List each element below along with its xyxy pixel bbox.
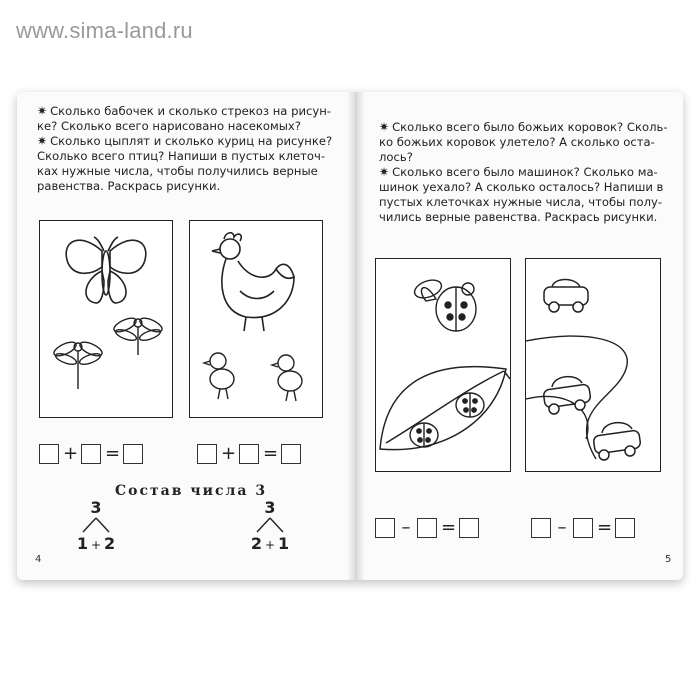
right-task-2: ✷ Сколько всего было машинок? Сколько ма-шинок уехало? А сколько осталось? Напиши в пустых клеточках нужные числа, чтобы полу-чились верные равенства. Раскрась рисунки. — [379, 165, 664, 224]
answer-box[interactable] — [281, 444, 301, 464]
chick-icon — [204, 353, 234, 399]
ladybug-icon — [410, 423, 438, 447]
composition-parts: 1 + 2 — [76, 534, 116, 553]
left-page — [17, 92, 347, 580]
birds-illustration — [190, 221, 322, 417]
page-number: 4 — [35, 554, 42, 565]
answer-box[interactable] — [375, 518, 395, 538]
left-page-task-text — [37, 104, 337, 194]
equals-sign: = — [441, 517, 457, 538]
cars-illustration — [526, 259, 660, 471]
composition-total: 3 — [90, 498, 102, 517]
insects-illustration — [40, 221, 172, 417]
equals-sign: = — [263, 443, 279, 464]
insects-equation — [39, 444, 143, 464]
road-icon — [526, 336, 627, 459]
chick-icon — [272, 355, 302, 401]
answer-box[interactable] — [197, 444, 217, 464]
star-bullet-icon: ✷ — [379, 120, 390, 134]
minus-sign: – — [557, 517, 567, 538]
cars-equation — [531, 518, 635, 538]
cars-picture-frame — [525, 258, 661, 472]
left-task-2: ✷ Сколько цыплят и сколько куриц на рисунке? Сколько всего птиц? Напиши в пустых клеточ-ках нужные числа, чтобы получились верные равенства. Раскрась рисунки. — [37, 134, 333, 193]
left-task-1: ✷ Сколько бабочек и сколько стрекоз на рисун-ке? Сколько всего нарисовано насекомых? — [37, 104, 331, 133]
answer-box[interactable] — [39, 444, 59, 464]
minus-sign: – — [401, 517, 411, 538]
insects-picture-frame — [39, 220, 173, 418]
equals-sign: = — [105, 443, 121, 464]
car-icon — [593, 423, 641, 460]
page-number: 5 — [665, 554, 672, 565]
composition-parts: 2 + 1 — [250, 534, 290, 553]
ladybug-icon — [412, 277, 476, 331]
answer-box[interactable] — [417, 518, 437, 538]
equals-sign: = — [597, 517, 613, 538]
right-page-task-text — [379, 120, 675, 225]
plus-sign: + — [221, 443, 237, 464]
birds-equation — [197, 444, 301, 464]
answer-box[interactable] — [239, 444, 259, 464]
number-composition-2 — [235, 498, 305, 558]
ladybugs-illustration — [376, 259, 510, 471]
open-workbook — [17, 92, 683, 580]
answer-box[interactable] — [123, 444, 143, 464]
star-bullet-icon: ✷ — [37, 134, 48, 148]
watermark: www.sima-land.ru — [16, 18, 193, 43]
ladybugs-equation — [375, 518, 479, 538]
birds-picture-frame — [189, 220, 323, 418]
car-icon — [543, 377, 591, 414]
plus-sign: + — [63, 443, 79, 464]
answer-box[interactable] — [615, 518, 635, 538]
composition-total: 3 — [264, 498, 276, 517]
right-page — [365, 92, 683, 580]
star-bullet-icon: ✷ — [379, 165, 390, 179]
dragonfly-icon — [112, 315, 164, 355]
right-task-1: ✷ Сколько всего было божьих коровок? Сколь-ко божьих коровок улетело? А сколько оста-лось? — [379, 120, 668, 164]
answer-box[interactable] — [573, 518, 593, 538]
star-bullet-icon: ✷ — [37, 104, 48, 118]
hen-icon — [212, 233, 294, 331]
book-spine — [347, 92, 365, 580]
answer-box[interactable] — [459, 518, 479, 538]
car-icon — [544, 280, 588, 313]
number-composition-1 — [61, 498, 131, 558]
ladybugs-picture-frame — [375, 258, 511, 472]
ladybug-icon — [456, 393, 484, 417]
butterfly-icon — [66, 237, 146, 303]
dragonfly-icon — [52, 339, 104, 389]
answer-box[interactable] — [531, 518, 551, 538]
leaf-icon — [380, 367, 510, 450]
section-title: Состав числа 3 — [115, 483, 268, 499]
answer-box[interactable] — [81, 444, 101, 464]
